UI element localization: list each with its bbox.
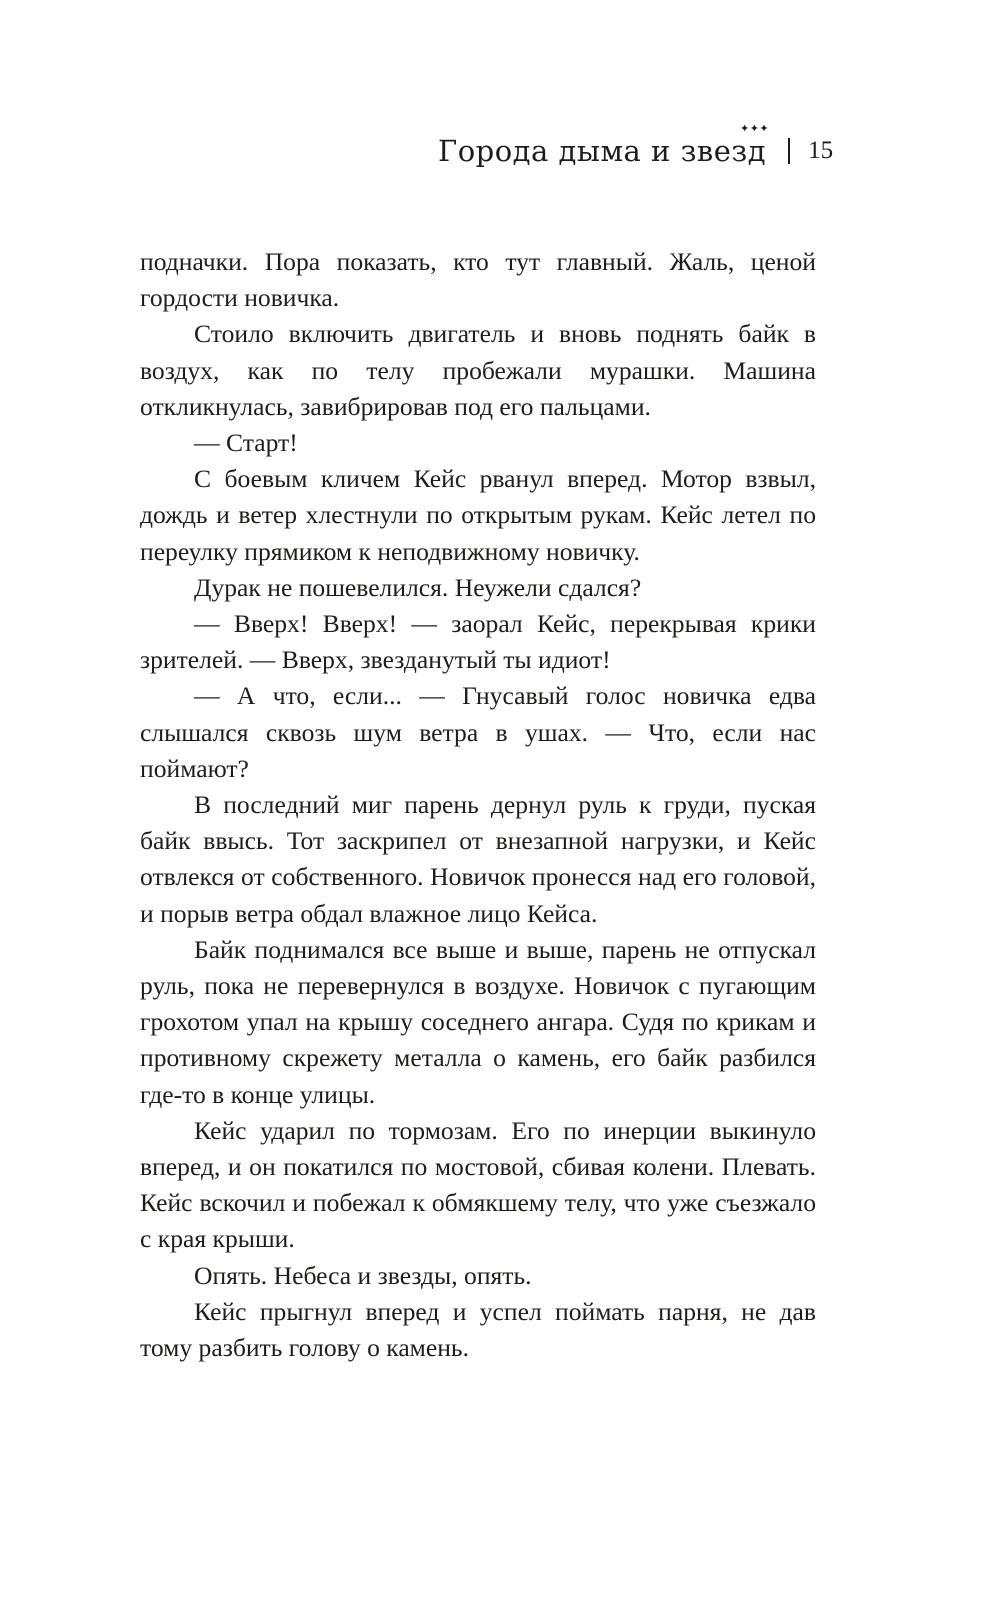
paragraph-6: — Вверх! Вверх! — заорал Кейс, перекрывая крики зрителей. — Вверх, звезданутый ты идиот! [140, 609, 816, 675]
header-separator [788, 138, 790, 164]
paragraph-5: Дурак не пошевелился. Неужели сдался? [194, 572, 642, 602]
paragraph-9: Байк поднимался все выше и выше, парень не отпускал руль, пока не перевернулся в воздухе. Новичок с пугающим грохотом упал на крышу соседнего ангара. Судя по крикам и противному скрежету металла о камень, его байк разбился где-то в конце улицы. [140, 934, 816, 1109]
book-title [438, 122, 770, 168]
running-header [438, 122, 858, 176]
paragraph-10: Кейс ударил по тормозам. Его по инерции выкинуло вперед, и он покатился по мостовой, сбивая колени. Плевать. Кейс вскочил и побежал к обмякшему телу, что уже съезжало с края крыши. [140, 1115, 816, 1254]
paragraph-3: — Старт! [194, 428, 298, 458]
paragraph-12: Кейс прыгнул вперед и успел поймать парня, не дав тому разбить голову о камень. [140, 1296, 816, 1363]
paragraph-4: С боевым кличем Кейс рванул вперед. Мотор взвыл, дождь и ветер хлестнули по открытым рукам. Кейс летел по переулку прямиком к неподвижному новичку. [140, 464, 816, 566]
paragraph-8: В последний миг парень дернул руль к груди, пуская байк ввысь. Тот заскрипел от внезапной нагрузки, и Кейс отвлекся от собственного. Новичок пронесся над его головой, и порыв ветра обдал влажное лицо Кейса. [140, 790, 816, 928]
paragraph-1: подначки. Пора показать, кто тут главный. Жаль, ценой гордости новичка. [140, 247, 816, 313]
body-text [140, 244, 816, 1366]
paragraph-2: Стоило включить двигатель и вновь поднять байк в воздух, как по телу пробежали мурашки. Машина откликнулась, завибрировав под его пальцами. [140, 319, 816, 421]
paragraph-11: Опять. Небеса и звезды, опять. [194, 1260, 532, 1290]
page-number: 15 [808, 137, 834, 164]
book-title-text: Города дыма и звезд [438, 134, 767, 168]
paragraph-7: — А что, если... — Гнусавый голос новичка едва слышался сквозь шум ветра в ушах. — Что, если нас поймают? [140, 681, 816, 783]
star-ornament-icon: ✦✦✦ [740, 122, 770, 135]
